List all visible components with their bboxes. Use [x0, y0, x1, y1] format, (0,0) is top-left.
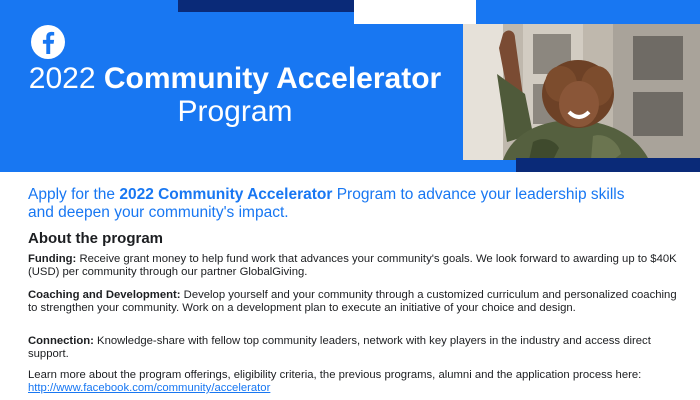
coaching-label: Coaching and Development: — [28, 289, 181, 301]
coaching-paragraph — [28, 289, 678, 315]
intro-prefix: Apply for the — [28, 186, 120, 203]
facebook-logo-icon — [30, 24, 66, 60]
intro-text — [28, 186, 648, 222]
woman-waving-illustration — [463, 24, 700, 160]
learn-more-text: Learn more about the program offerings, eligibility criteria, the previous programs, alumni and the application process here: — [28, 369, 642, 381]
learn-more-paragraph — [28, 369, 678, 395]
title-tail: Program — [177, 95, 293, 128]
hero-photo — [463, 24, 700, 160]
intro-bold: 2022 Community Accelerator — [119, 186, 333, 203]
decorative-top-strip — [178, 0, 354, 12]
title-year: 2022 — [28, 62, 96, 95]
coaching-text: Develop yourself and your community through a customized curriculum and personalized coaching to strengthen your community. Work on a development plan to execute an initiative of your choice and design. — [28, 289, 677, 314]
connection-paragraph — [28, 335, 678, 361]
connection-label: Connection: — [28, 335, 94, 347]
title-bold: Community Accelerator — [103, 62, 442, 95]
decorative-white-block — [354, 0, 476, 24]
intro-suffix: Program to advance your leadership skills and deepen your community's impact. — [28, 186, 625, 221]
funding-label: Funding: — [28, 253, 77, 265]
connection-text: Knowledge-share with fellow top community leaders, network with key players in the industry and access direct support. — [28, 335, 651, 360]
decorative-bottom-strip — [516, 158, 700, 172]
accelerator-link[interactable]: http://www.facebook.com/community/accelerator — [28, 382, 271, 394]
funding-paragraph — [28, 253, 678, 279]
funding-text: Receive grant money to help fund work that advances your community's goals. We look forward to awarding up to $40K (USD) per community through our partner GlobalGiving. — [28, 253, 677, 278]
hero-banner — [0, 0, 700, 172]
page-title — [0, 62, 470, 128]
about-heading: About the program — [28, 230, 163, 247]
